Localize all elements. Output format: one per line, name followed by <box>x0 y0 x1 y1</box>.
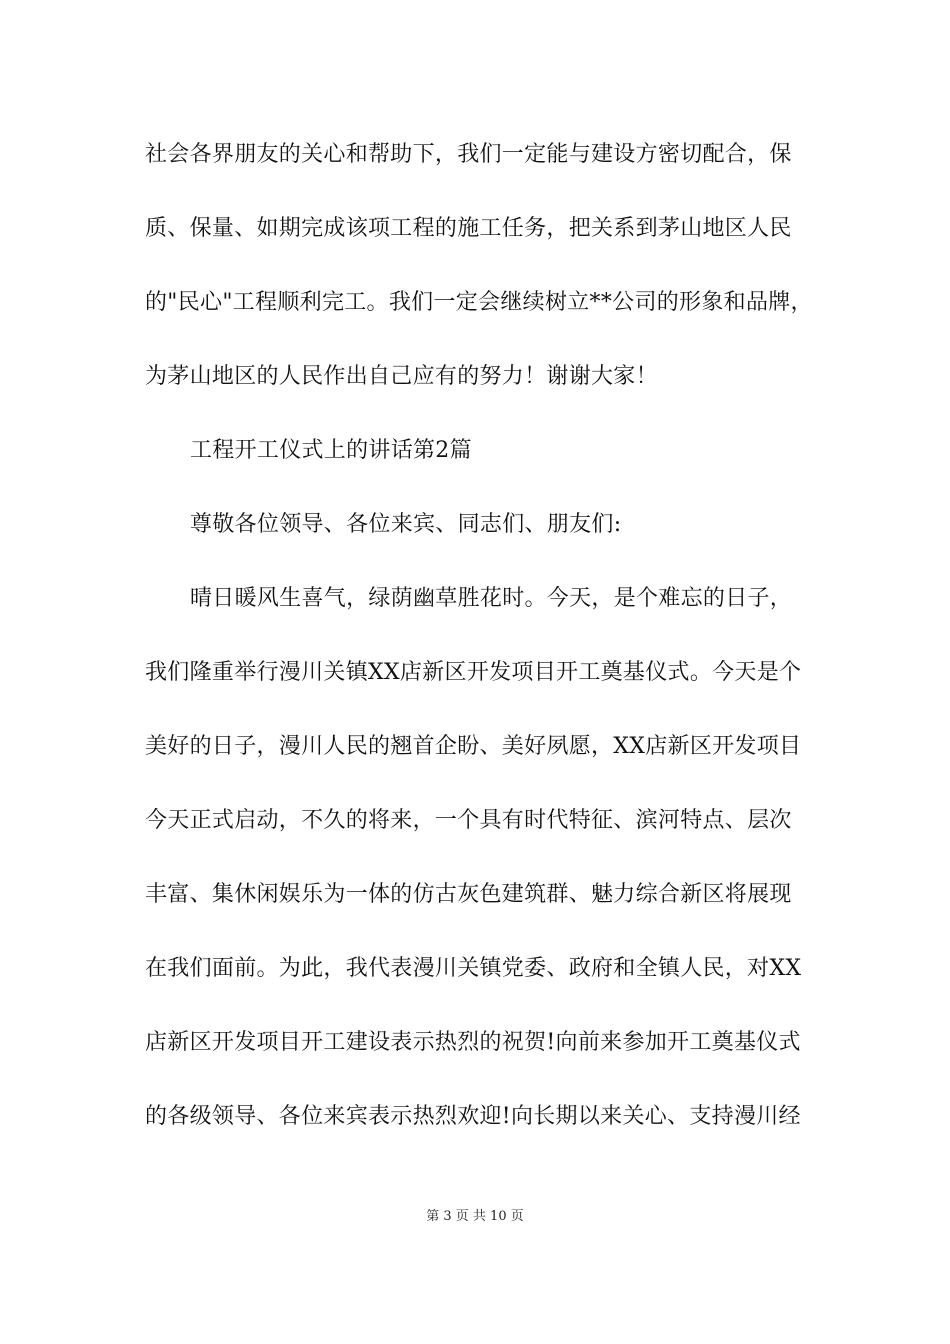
body-line: 今天正式启动，不久的将来，一个具有时代特征、滨河特点、层次 <box>145 808 792 833</box>
section-heading: 工程开工仪式上的讲话第2篇 <box>190 438 472 463</box>
body-line: 质、保量、如期完成该项工程的施工任务，把关系到茅山地区人民 <box>145 216 792 241</box>
body-line: 丰富、集休闲娱乐为一体的仿古灰色建筑群、魅力综合新区将展现 <box>145 882 792 907</box>
body-line: 在我们面前。为此，我代表漫川关镇党委、政府和全镇人民，对XX <box>145 956 802 981</box>
body-line: 店新区开发项目开工建设表示热烈的祝贺!向前来参加开工奠基仪式 <box>145 1030 801 1055</box>
body-line: 为茅山地区的人民作出自己应有的努力！谢谢大家！ <box>145 364 658 389</box>
page-number-footer: 第 3 页 共 10 页 <box>426 1209 524 1224</box>
body-line: 我们隆重举行漫川关镇XX店新区开发项目开工奠基仪式。今天是个 <box>145 660 802 685</box>
body-line: 社会各界朋友的关心和帮助下，我们一定能与建设方密切配合，保 <box>145 142 792 167</box>
body-line: 美好的日子，漫川人民的翘首企盼、美好夙愿，XX店新区开发项目 <box>145 734 802 759</box>
body-line: 的各级领导、各位来宾表示热烈欢迎!向长期以来关心、支持漫川经 <box>145 1104 801 1129</box>
body-line: 的"民心"工程顺利完工。我们一定会继续树立**公司的形象和品牌， <box>145 290 813 315</box>
body-line: 晴日暖风生喜气，绿荫幽草胜花时。今天，是个难忘的日子， <box>190 586 793 611</box>
salutation: 尊敬各位领导、各位来宾、同志们、朋友们: <box>190 512 622 537</box>
